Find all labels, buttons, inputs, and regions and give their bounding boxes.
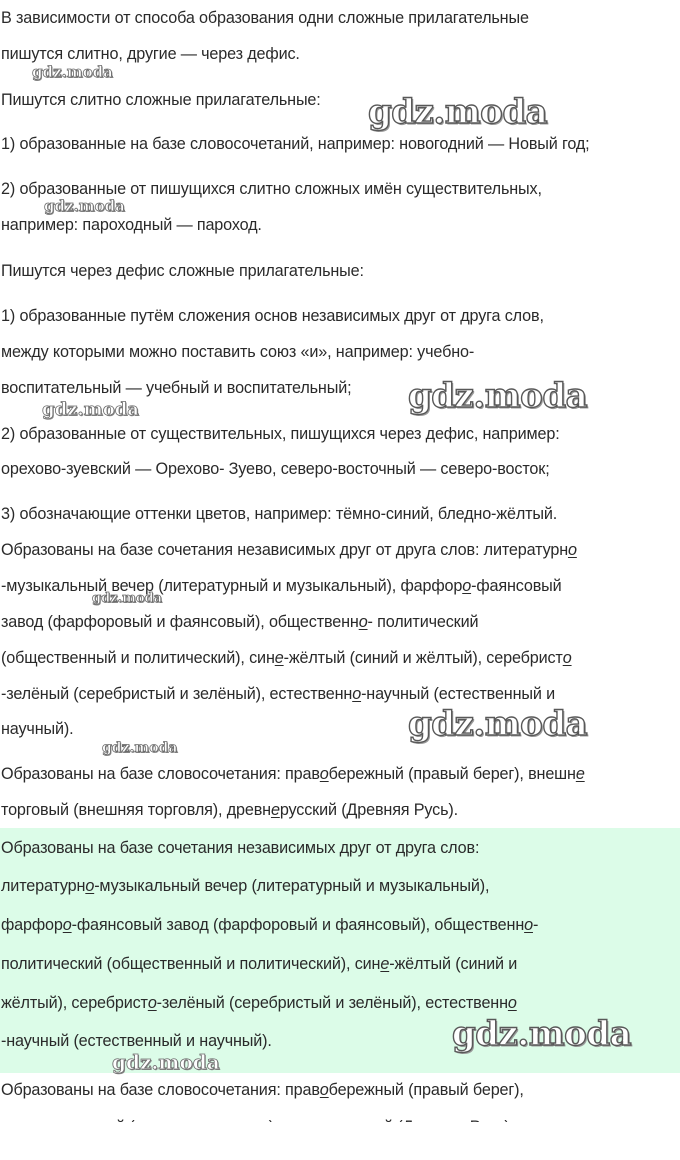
text-segment: бережный (правый берег), — [328, 1081, 524, 1099]
connecting-vowel: е — [575, 765, 585, 783]
watermark: gdz.moda — [368, 92, 548, 132]
text-segment: -научный (естественный и — [361, 685, 556, 703]
text-segment: -жёлтый (синий и — [389, 955, 518, 973]
watermark: gdz.moda — [42, 399, 139, 420]
connecting-vowel: о — [319, 765, 329, 783]
paragraph-line: пишутся слитно, другие — через дефис. — [1, 45, 300, 63]
text-segment: политический (общественный и политический), син — [1, 955, 381, 973]
watermark: gdz.moda — [92, 591, 163, 606]
paragraph-line: например: пароходный — пароход. — [1, 216, 262, 234]
page-cutoff-mask — [0, 1122, 680, 1160]
text-segment: Образованы на базе словосочетания: прав — [1, 765, 320, 783]
paragraph-line — [1, 993, 517, 1013]
connecting-vowel: о — [62, 916, 72, 934]
text-segment: Образованы на базе сочетания независимых друг от друга слов: литературн — [1, 541, 568, 559]
paragraph-line — [1, 612, 478, 632]
watermark: gdz.moda — [44, 197, 125, 215]
connecting-vowel: о — [85, 877, 95, 895]
watermark: gdz.moda — [408, 704, 588, 744]
paragraph-line: 2) образованные от пишущихся слитно сложных имён существительных, — [1, 180, 542, 198]
text-segment: -фаянсовый завод (фарфоровый и фаянсовый), общественн — [71, 916, 525, 934]
text-segment: Образованы на базе словосочетания: прав — [1, 1081, 320, 1099]
connecting-vowel: о — [562, 649, 572, 667]
text-segment: -зелёный (серебристый и зелёный), естественн — [1, 685, 353, 703]
text-segment: -музыкальный вечер (литературный и музыкальный), фарфор — [1, 577, 463, 595]
text-segment: -зелёный (серебристый и зелёный), естественн — [156, 994, 508, 1012]
text-segment: бережный (правый берег), внешн — [328, 765, 576, 783]
connecting-vowel: о — [567, 541, 577, 559]
paragraph-line: 1) образованные на базе словосочетаний, например: новогодний — Новый год; — [1, 135, 590, 153]
watermark: gdz.moda — [32, 63, 113, 81]
paragraph-line: Образованы на базе сочетания независимых друг от друга слов: — [1, 839, 480, 857]
paragraph-line — [1, 684, 555, 704]
text-segment: -жёлтый (синий и жёлтый), серебрист — [283, 649, 563, 667]
paragraph-line: 3) обозначающие оттенки цветов, например: тёмно-синий, бледно-жёлтый. — [1, 505, 558, 523]
text-segment: - политический — [367, 613, 479, 631]
text-segment: -фаянсовый — [471, 577, 562, 595]
text-segment: жёлтый), серебрист — [1, 994, 148, 1012]
connecting-vowel: е — [380, 955, 390, 973]
connecting-vowel: о — [147, 994, 157, 1012]
watermark: gdz.moda — [408, 376, 588, 416]
connecting-vowel: о — [352, 685, 362, 703]
paragraph-line — [1, 648, 572, 668]
text-segment: (общественный и политический), син — [1, 649, 275, 667]
text-segment: завод (фарфоровый и фаянсовый), общественн — [1, 613, 359, 631]
paragraph-line: Пишутся через дефис сложные прилагательные: — [1, 262, 364, 280]
text-segment: литературн — [1, 877, 86, 895]
paragraph-line — [1, 764, 585, 784]
paragraph-line: Пишутся слитно сложные прилагательные: — [1, 91, 321, 109]
text-segment: -музыкальный вечер (литературный и музыкальный), — [94, 877, 490, 895]
text-segment: торговый (внешняя торговля), древн — [1, 801, 271, 819]
watermark: gdz.moda — [112, 1050, 220, 1074]
connecting-vowel: о — [358, 613, 368, 631]
paragraph-line — [1, 954, 517, 974]
connecting-vowel: о — [524, 916, 533, 934]
paragraph-line: научный). — [1, 720, 74, 738]
paragraph-line — [1, 540, 577, 560]
connecting-vowel: о — [319, 1081, 329, 1099]
paragraph-line: между которыми можно поставить союз «и», например: учебно- — [1, 343, 475, 361]
watermark: gdz.moda — [452, 1014, 632, 1054]
paragraph-line: воспитательный — учебный и воспитательный; — [1, 379, 352, 397]
paragraph-line — [1, 1080, 524, 1100]
connecting-vowel: о — [507, 994, 517, 1012]
connecting-vowel: о — [462, 577, 472, 595]
paragraph-line: 1) образованные путём сложения основ независимых друг от друга слов, — [1, 307, 544, 325]
connecting-vowel: е — [270, 801, 280, 819]
paragraph-line — [1, 800, 458, 820]
paragraph-line: В зависимости от способа образования одни сложные прилагательные — [1, 9, 529, 27]
paragraph-line — [1, 576, 562, 596]
connecting-vowel: е — [274, 649, 284, 667]
paragraph-line: -научный (естественный и научный). — [1, 1032, 272, 1050]
paragraph-line: 2) образованные от существительных, пишущихся через дефис, например: — [1, 425, 560, 443]
watermark: gdz.moda — [102, 740, 178, 756]
text-segment: фарфор — [1, 916, 63, 934]
text-segment: - — [532, 916, 539, 934]
paragraph-line — [1, 915, 538, 935]
paragraph-line: орехово-зуевский — Орехово- Зуево, северо-восточный — северо-восток; — [1, 460, 550, 478]
text-segment: русский (Древняя Русь). — [279, 801, 458, 819]
paragraph-line — [1, 876, 489, 896]
